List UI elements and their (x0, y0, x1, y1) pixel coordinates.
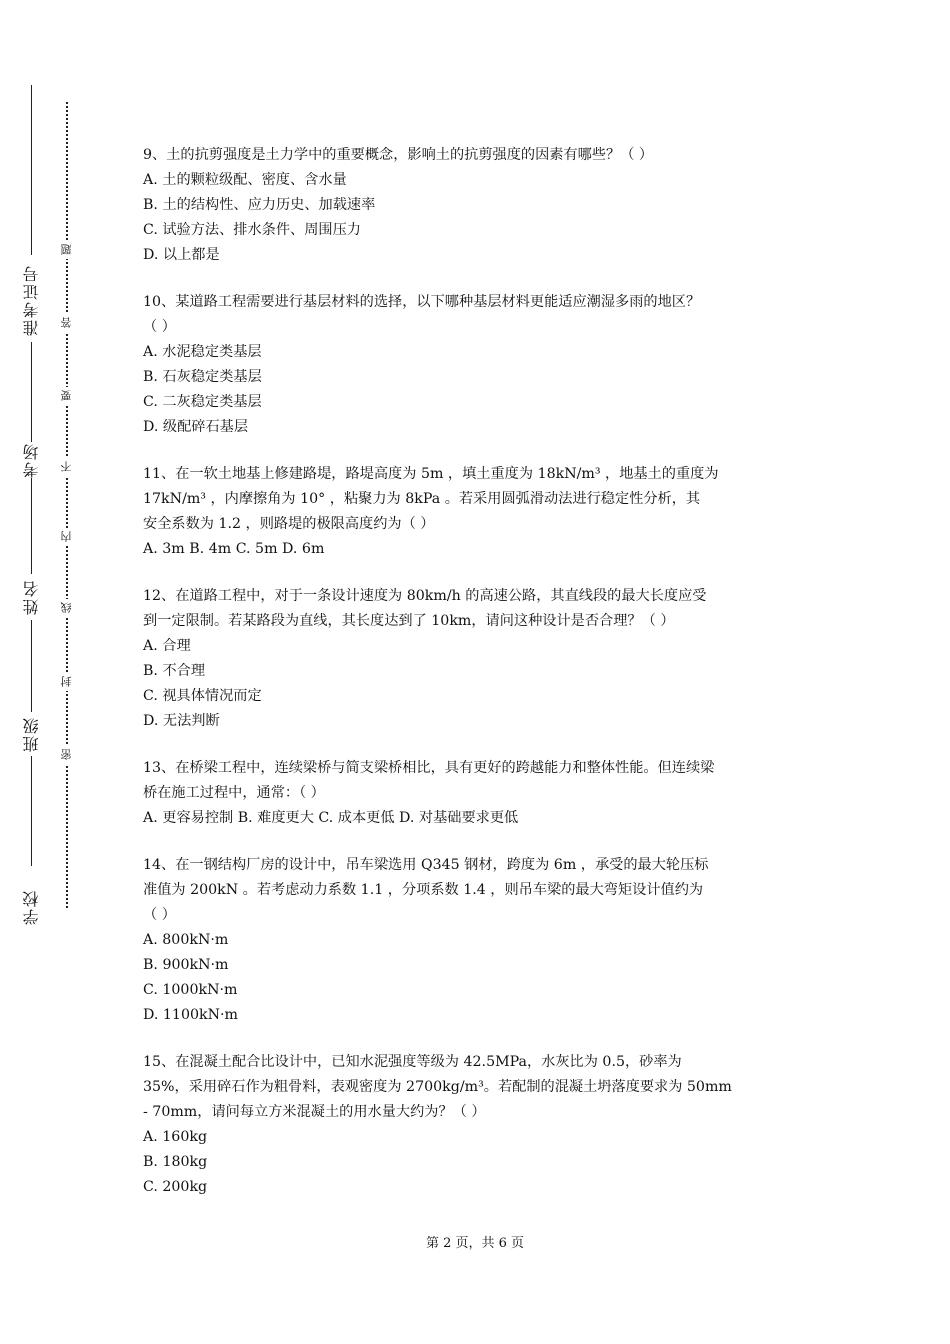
page-footer: 第 2 页，共 6 页 (425, 1236, 525, 1251)
options-inline: A. 3m B. 4m C. 5m D. 6m (143, 541, 325, 557)
question-12 (143, 584, 813, 734)
seal-dotted-line (66, 102, 68, 908)
margin-label-class: 班级 (22, 716, 41, 752)
margin-label-exam-room: 考场 (22, 442, 41, 478)
option-a: A. 160kg (143, 1129, 208, 1145)
seal-char: 线 (59, 599, 75, 617)
question-stem: （ ） (143, 907, 176, 923)
binding-margin (0, 0, 110, 1344)
option-a: A. 合理 (143, 638, 191, 654)
seal-char: 内 (59, 528, 75, 546)
seal-char: 封 (59, 673, 75, 691)
option-d: D. 无法判断 (143, 713, 220, 729)
option-c: C. 试验方法、排水条件、周围压力 (143, 222, 361, 238)
option-d: D. 以上都是 (143, 247, 220, 263)
seal-char: 要 (59, 387, 75, 405)
options-inline: A. 更容易控制 B. 难度更大 C. 成本更低 D. 对基础要求更低 (143, 810, 519, 826)
question-stem: 10、某道路工程需要进行基层材料的选择，以下哪种基层材料更能适应潮湿多雨的地区？ (143, 294, 701, 310)
margin-label-name: 姓名 (22, 579, 41, 615)
margin-label-exam-number: 准考证号 (22, 264, 41, 336)
option-b: B. 石灰稳定类基层 (143, 369, 262, 385)
margin-line (31, 85, 32, 255)
margin-line (31, 478, 32, 574)
margin-line (31, 756, 32, 866)
margin-label-school: 学校 (22, 889, 41, 925)
question-stem: 到一定限制。若某路段为直线，其长度达到了 10km，请问这种设计是否合理？（ ） (143, 613, 675, 629)
option-a: A. 水泥稳定类基层 (143, 344, 262, 360)
question-stem: 14、在一钢结构厂房的设计中，吊车梁选用 Q345 钢材，跨度为 6m ，承受的最大轮压标 (143, 857, 709, 873)
question-stem: 安全系数为 1.2 ，则路堤的极限高度约为（ ） (143, 516, 435, 532)
option-d: D. 1100kN·m (143, 1007, 238, 1023)
option-d: D. 级配碎石基层 (143, 419, 249, 435)
question-stem: 11、在一软土地基上修建路堤，路堤高度为 5m ，填土重度为 18kN/m³ ，地基土的重度为 (143, 466, 719, 482)
question-9 (143, 143, 813, 268)
question-stem: 35%，采用碎石作为粗骨料，表观密度为 2700kg/m³。若配制的混凝土坍落度要求为 50mm (143, 1079, 732, 1095)
question-stem: 准值为 200kN 。若考虑动力系数 1.1 ，分项系数 1.4 ，则吊车梁的最大弯矩设计值约为 (143, 882, 704, 898)
question-15 (143, 1050, 813, 1200)
option-c: C. 1000kN·m (143, 982, 238, 998)
option-a: A. 土的颗粒级配、密度、含水量 (143, 172, 347, 188)
question-stem: （ ） (143, 319, 176, 335)
option-c: C. 200kg (143, 1179, 208, 1195)
option-a: A. 800kN·m (143, 932, 229, 948)
question-stem: 12、在道路工程中，对于一条设计速度为 80km/h 的高速公路，其直线段的最大长度应受 (143, 588, 707, 604)
question-list (143, 143, 813, 1222)
margin-line (31, 342, 32, 442)
question-stem: 17kN/m³ ，内摩擦角为 10° ，粘聚力为 8kPa 。若采用圆弧滑动法进行稳定性分析，其 (143, 491, 701, 507)
option-c: C. 视具体情况而定 (143, 688, 262, 704)
option-b: B. 土的结构性、应力历史、加载速率 (143, 197, 376, 213)
question-10 (143, 290, 813, 440)
question-stem: 13、在桥梁工程中，连续梁桥与简支梁桥相比，具有更好的跨越能力和整体性能。但连续梁 (143, 760, 715, 776)
question-stem: 15、在混凝土配合比设计中，已知水泥强度等级为 42.5MPa，水灰比为 0.5，砂率为 (143, 1054, 682, 1070)
seal-char: 不 (59, 458, 75, 476)
seal-char: 密 (59, 746, 75, 764)
seal-char: 题 (59, 241, 75, 259)
seal-char: 答 (59, 314, 75, 332)
question-11 (143, 462, 813, 562)
option-c: C. 二灰稳定类基层 (143, 394, 262, 410)
margin-line (31, 620, 32, 712)
question-14 (143, 853, 813, 1028)
option-b: B. 180kg (143, 1154, 208, 1170)
question-13 (143, 756, 813, 831)
option-b: B. 900kN·m (143, 957, 229, 973)
option-b: B. 不合理 (143, 663, 206, 679)
question-stem: 桥在施工过程中，通常：（ ） (143, 785, 325, 801)
question-stem: 9、土的抗剪强度是土力学中的重要概念，影响土的抗剪强度的因素有哪些？（ ） (143, 147, 654, 163)
question-stem: - 70mm，请问每立方米混凝土的用水量大约为？（ ） (143, 1104, 486, 1120)
